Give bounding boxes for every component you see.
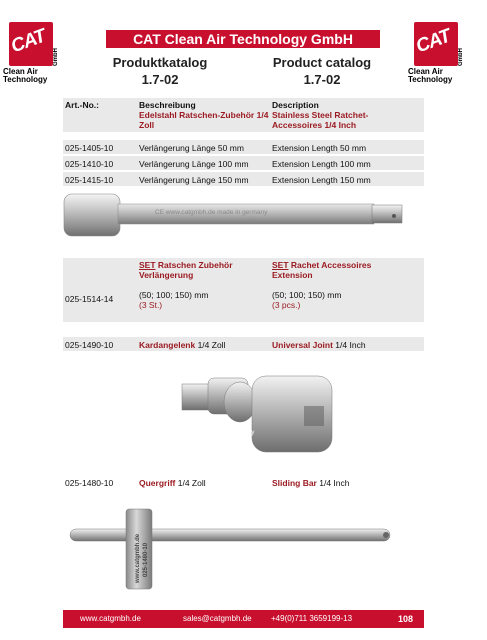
logo-cat-text: CAT (413, 25, 454, 58)
logo-badge (8, 22, 59, 66)
table-header (63, 98, 424, 132)
category-de (139, 110, 268, 130)
section-number-en: 1.7-02 (303, 72, 341, 87)
joint-size-de: 1/4 Zoll (195, 340, 226, 350)
joint-row (63, 337, 424, 351)
universal-joint-image (178, 372, 350, 456)
joint-desc-de (139, 340, 225, 350)
logo-cat-text: CAT (8, 25, 49, 58)
logo-sub-line1: Clean Air (3, 67, 38, 76)
category-de-line2: Zoll (139, 120, 155, 130)
slider-engraving-web: www.catgmbh.de (135, 533, 141, 583)
slider-size-de: 1/4 Zoll (175, 478, 206, 488)
footer-phone: +49(0)711 3659199-13 (271, 614, 353, 623)
set-contents-de (139, 290, 208, 310)
set-art-no: 025-1514-14 (65, 294, 114, 304)
joint-art-no: 025-1490-10 (65, 340, 114, 350)
logo-sub-line2: Technology (408, 75, 453, 84)
set-label-en: SET (272, 260, 289, 270)
catalog-title-en: Product catalog (272, 55, 372, 70)
slider-engraving-art: 025-1480-10 (143, 542, 149, 577)
row-art-no: 025-1410-10 (65, 159, 114, 169)
category-en-line2: Accessoires 1/4 Inch (272, 120, 357, 130)
joint-desc-en (272, 340, 366, 350)
set-sizes-de: (50; 100; 150) mm (139, 290, 209, 300)
set-count-en: (3 pcs.) (272, 300, 301, 310)
slider-name-en: Sliding Bar (272, 478, 317, 488)
set-title-de-line2: Verlängerung (139, 270, 194, 280)
set-title-en-text: Rachet Accessoires (288, 260, 372, 270)
slider-row (63, 475, 424, 489)
set-title-en (272, 260, 371, 280)
slider-desc-en (272, 478, 349, 488)
catalog-title-de: Produktkatalog (112, 55, 208, 70)
row-desc-de: Verlängerung Länge 100 mm (139, 159, 249, 169)
row-desc-en: Extension Length 100 mm (272, 159, 371, 169)
row-art-no: 025-1405-10 (65, 143, 114, 153)
row-desc-de: Verlängerung Länge 50 mm (139, 143, 244, 153)
slider-size-en: 1/4 Inch (316, 478, 350, 488)
set-row (63, 258, 424, 322)
company-logo-right (408, 22, 470, 84)
logo-sub-line1: Clean Air (408, 67, 443, 76)
engraving-text: CE www.catgmbh.de made in germany (155, 209, 268, 216)
footer-website[interactable]: www.catgmbh.de (80, 614, 141, 623)
slider-desc-de (139, 478, 206, 488)
set-title-de (139, 260, 233, 280)
section-number-de: 1.7-02 (141, 72, 179, 87)
joint-name-en: Universal Joint (272, 340, 333, 350)
slider-art-no: 025-1480-10 (65, 478, 114, 488)
company-banner: CAT Clean Air Technology GmbH (106, 30, 380, 48)
category-en-line1: Stainless Steel Ratchet- (272, 110, 369, 120)
set-count-de: (3 St.) (139, 300, 163, 310)
logo-gmbh-text: GmbH (458, 48, 464, 66)
category-en (272, 110, 368, 130)
logo-gmbh-text: GmbH (53, 48, 59, 66)
col-de-header: Beschreibung (139, 100, 196, 110)
row-desc-en: Extension Length 50 mm (272, 143, 367, 153)
set-contents-en (272, 290, 341, 310)
row-art-no: 025-1415-10 (65, 175, 114, 185)
sliding-bar-image (68, 505, 398, 595)
logo-sub-line2: Technology (3, 75, 48, 84)
footer-email[interactable]: sales@catgmbh.de (183, 614, 252, 623)
row-desc-en: Extension Length 150 mm (272, 175, 371, 185)
logo-subtitle (408, 68, 470, 84)
footer-bar (63, 610, 424, 628)
set-label-de: SET (139, 260, 156, 270)
table-row (63, 172, 424, 186)
slider-name-de: Quergriff (139, 478, 176, 488)
row-desc-de: Verlängerung Länge 150 mm (139, 175, 249, 185)
table-row (63, 140, 424, 154)
page-number: 108 (398, 614, 414, 624)
set-title-en-line2: Extension (272, 270, 313, 280)
set-sizes-en: (50; 100; 150) mm (272, 290, 342, 300)
joint-engraving: made in germany (208, 430, 255, 436)
category-de-line1: Edelstahl Ratschen-Zubehör 1/4 (139, 110, 269, 120)
col-en-header: Description (272, 100, 319, 110)
logo-badge (413, 22, 464, 66)
company-logo-left (3, 22, 65, 84)
joint-name-de: Kardangelenk (139, 340, 196, 350)
extension-bar-image (60, 192, 406, 240)
logo-subtitle (3, 68, 65, 84)
joint-size-en: 1/4 Inch (332, 340, 366, 350)
col-art-header: Art.-No.: (65, 100, 99, 110)
table-row (63, 156, 424, 170)
set-title-de-text: Ratschen Zubehör (155, 260, 233, 270)
